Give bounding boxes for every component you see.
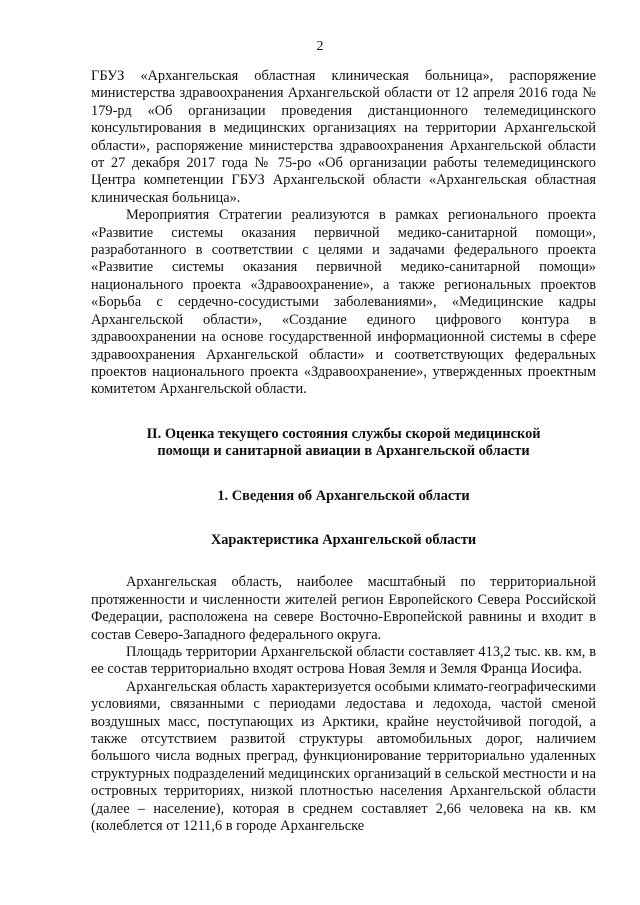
subsection-heading: 1. Сведения об Архангельской области: [217, 487, 470, 504]
characteristic-heading: Характеристика Архангельской области: [210, 531, 477, 548]
document-body: [91, 68, 596, 835]
intro-paragraph-1: ГБУЗ «Архангельская областная клиническая больница», распоряжение министерства здравоохранения Архангельской области от 12 апреля 2016 года № 179-рд «Об организации проведения дистанционного телемедицинского консультирования в медицинских организациях на территории Архангельской области», распоряжение министерства здравоохранения Архангельской области от 27 декабря 2017 года № 75-ро «Об организации работы телемедицинского Центра компетенции ГБУЗ Архангельской области «Архангельская областная клиническая больница».: [91, 68, 596, 206]
intro-paragraph-2: Мероприятия Стратегии реализуются в рамках регионального проекта «Развитие системы оказания первичной медико-санитарной помощи», разработанного в соответствии с целями и задачами федерального проекта «Развитие системы оказания первичной медико-санитарной помощи» национального проекта «Здравоохранение», а также региональных проектов «Борьба с сердечно-сосудистыми заболеваниями», «Медицинские кадры Архангельской области», «Создание единого цифрового контура в здравоохранении на основе государственной информационной системы в сфере здравоохранения Архангельской области» и соответствующих федеральных проектов национального проекта «Здравоохранение», утвержденных проектным комитетом Архангельской области.: [91, 207, 596, 398]
section-heading-line-2: помощи и санитарной авиации в Архангельской области: [157, 443, 530, 460]
region-paragraph-3: Архангельская область характеризуется особыми климато-географическими условиями, связанными с периодами ледостава и ледохода, частой сменой воздушных масс, поступающих из Арктики, крайне неустойчивой погодой, а также отсутствием развитой структуры автомобильных дорог, наличием большого числа водных преград, функционирование территориально удаленных структурных подразделений медицинских организаций в сельской местности и на островных территориях, низкой плотностью населения Архангельской области (далее – население), которая в среднем составляет 2,66 человека на кв. км (колеблется от 1211,6 в городе Архангельске: [91, 678, 596, 835]
region-paragraph-2: Площадь территории Архангельской области составляет 413,2 тыс. кв. км, в ее состав территориально входят острова Новая Земля и Земля Франца Иосифа.: [91, 643, 596, 678]
section-heading: [91, 426, 596, 461]
page-number: 2: [316, 39, 324, 54]
region-paragraph-1: Архангельская область, наиболее масштабный по территориальной протяженности и численности жителей регион Европейского Севера Российской Федерации, расположена на севере Восточно-Европейской равнины и входит в состав Северо-Западного федерального округа.: [91, 574, 596, 643]
section-heading-line-1: II. Оценка текущего состояния службы скорой медицинской: [146, 425, 541, 442]
